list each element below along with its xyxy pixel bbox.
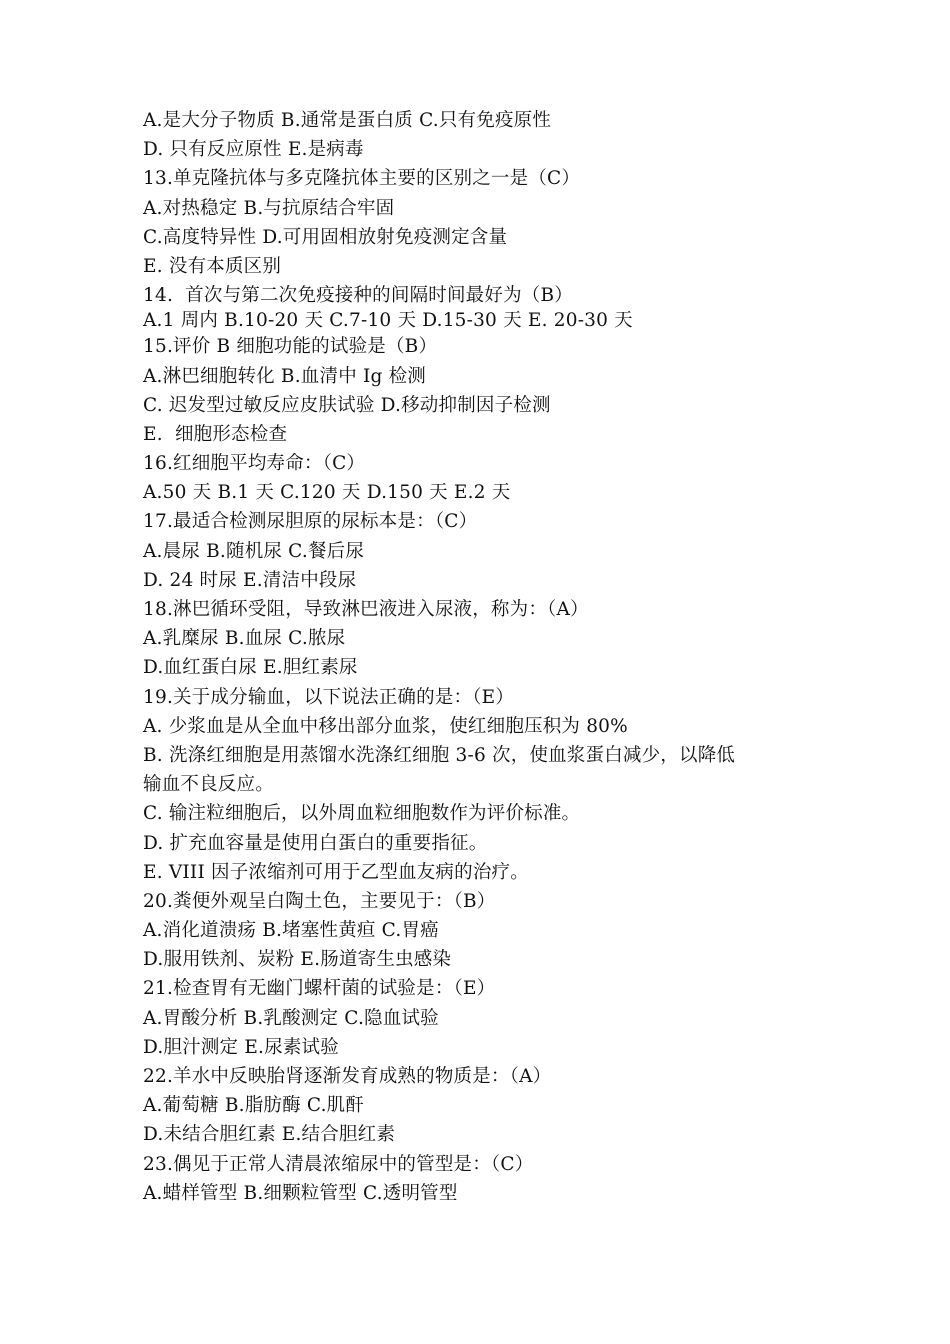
text-line: C. 迟发型过敏反应皮肤试验 D.移动抑制因子检测 <box>143 394 551 416</box>
text-line: A.淋巴细胞转化 B.血清中 Ig 检测 <box>143 365 427 387</box>
text-line: A.蜡样管型 B.细颗粒管型 C.透明管型 <box>143 1182 458 1204</box>
text-line: D. 扩充血容量是使用白蛋白的重要指征。 <box>143 832 488 854</box>
text-line: A.胃酸分析 B.乳酸测定 C.隐血试验 <box>143 1007 439 1029</box>
question-15: 15.评价 B 细胞功能的试验是（B） <box>143 336 438 358</box>
text-line: D. 24 时尿 E.清洁中段尿 <box>143 569 357 591</box>
question-23: 23.偶见于正常人清晨浓缩尿中的管型是：（C） <box>143 1153 534 1175</box>
text-line: A.50 天 B.1 天 C.120 天 D.150 天 E.2 天 <box>143 482 511 504</box>
question-text-body <box>143 106 823 1208</box>
text-line: A.晨尿 B.随机尿 C.餐后尿 <box>143 540 365 562</box>
text-line: E. VIII 因子浓缩剂可用于乙型血友病的治疗。 <box>143 861 529 883</box>
text-line: A.1 周内 B.10-20 天 C.7-10 天 D.15-30 天 E. 20-30 天 <box>143 310 633 332</box>
text-line: D.服用铁剂、炭粉 E.肠道寄生虫感染 <box>143 949 452 971</box>
question-19: 19.关于成分输血，以下说法正确的是：（E） <box>143 686 515 708</box>
text-line: D. 只有反应原性 E.是病毒 <box>143 139 364 161</box>
question-18: 18.淋巴循环受阻，导致淋巴液进入尿液，称为：（A） <box>143 599 589 620</box>
text-line: D.未结合胆红素 E.结合胆红素 <box>143 1124 396 1146</box>
text-line: E. 细胞形态检查 <box>143 423 288 445</box>
question-13: 13.单克隆抗体与多克隆抗体主要的区别之一是（C） <box>143 168 581 190</box>
question-17: 17.最适合检测尿胆原的尿标本是：（C） <box>143 511 478 533</box>
text-line: A.是大分子物质 B.通常是蛋白质 C.只有免疫原性 <box>143 110 552 131</box>
question-20: 20.粪便外观呈白陶土色，主要见于：（B） <box>143 890 496 912</box>
question-22: 22.羊水中反映胎肾逐渐发育成熟的物质是：（A） <box>143 1066 552 1087</box>
text-line: C. 输注粒细胞后，以外周血粒细胞数作为评价标准。 <box>143 803 581 825</box>
question-16: 16.红细胞平均寿命：（C） <box>143 453 366 475</box>
text-line: C.高度特异性 D.可用固相放射免疫测定含量 <box>143 226 508 248</box>
text-line: A.对热稳定 B.与抗原结合牢固 <box>143 197 395 219</box>
text-line: A. 少浆血是从全血中移出部分血浆，使红细胞压积为 80% <box>143 715 628 737</box>
text-line: A.葡萄糖 B.脂肪酶 C.肌酐 <box>143 1095 365 1117</box>
text-line: D.胆汁测定 E.尿素试验 <box>143 1036 339 1058</box>
text-line: 输血不良反应。 <box>143 774 274 796</box>
text-line: A.乳糜尿 B.血尿 C.脓尿 <box>143 628 346 650</box>
question-14: 14. 首次与第二次免疫接种的间隔时间最好为（B） <box>143 285 573 307</box>
text-line: A.消化道溃疡 B.堵塞性黄疸 C.胃癌 <box>143 920 439 942</box>
text-line: B. 洗涤红细胞是用蒸馏水洗涤红细胞 3-6 次，使血浆蛋白减少，以降低 <box>143 744 736 766</box>
text-line: E. 没有本质区别 <box>143 255 282 277</box>
question-21: 21.检查胃有无幽门螺杆菌的试验是：（E） <box>143 978 496 1000</box>
text-line: D.血红蛋白尿 E.胆红素尿 <box>143 657 358 679</box>
